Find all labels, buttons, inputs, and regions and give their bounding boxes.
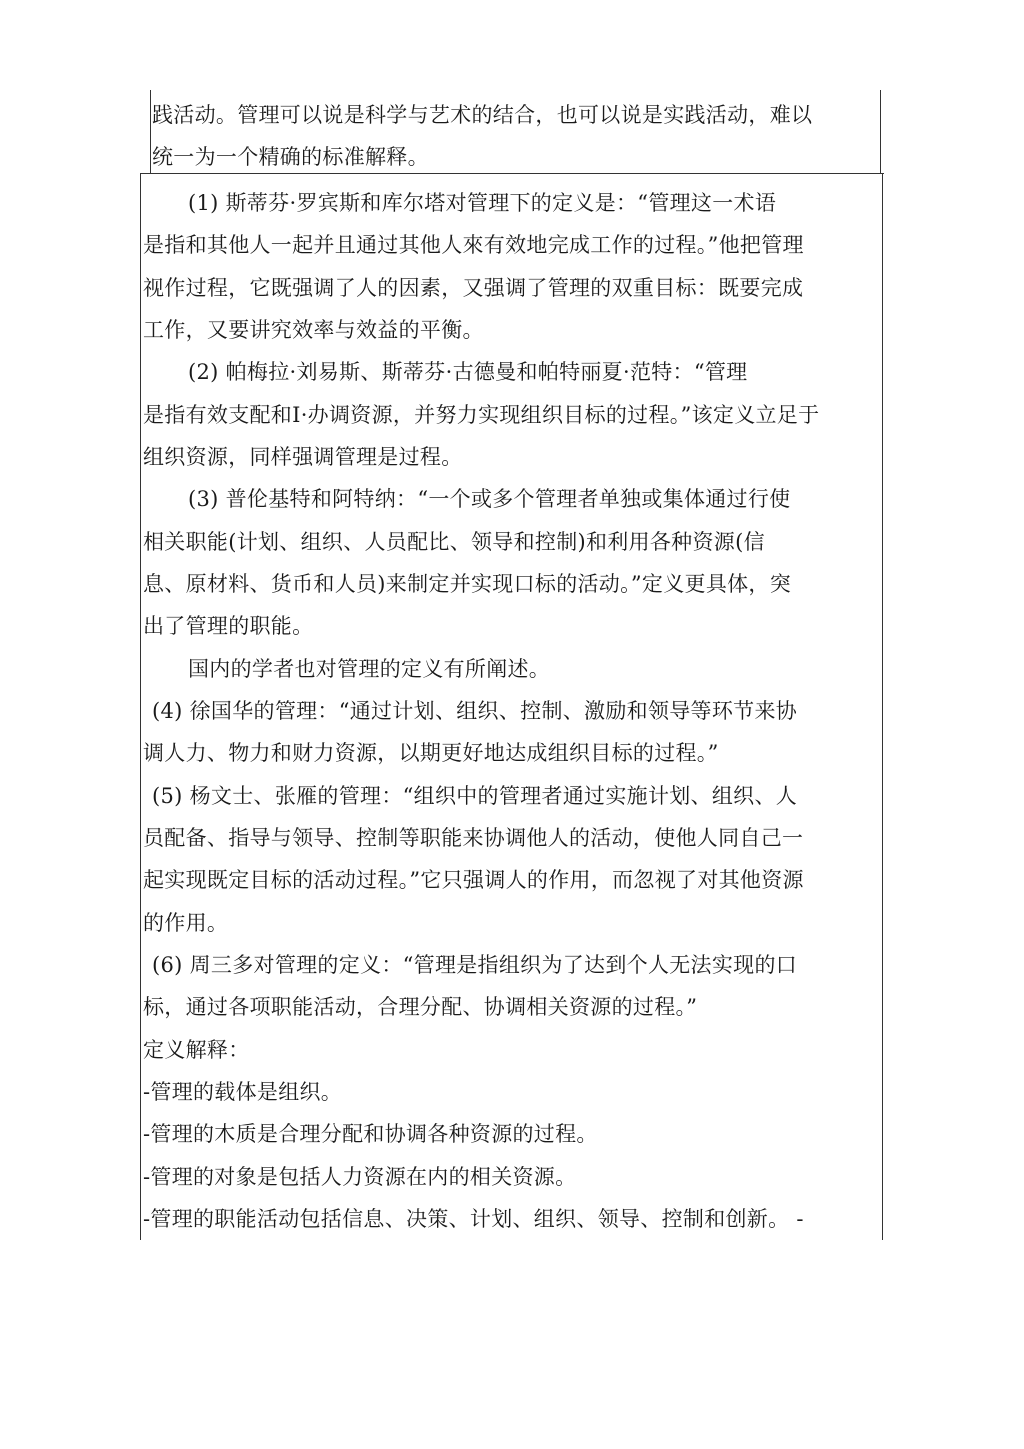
paragraph-line: (3) 普伦基特和阿特纳：“一个或多个管理者单独或集体通过行使: [188, 487, 791, 511]
list-item: -管理的木质是合理分配和协调各种资源的过程。: [143, 1122, 598, 1146]
paragraph-line: 组织资源，同样强调管理是过程。: [143, 445, 463, 469]
cell-divider: [140, 173, 884, 174]
top-cell-right-border: [880, 90, 881, 174]
paragraph-line: 息、原材料、货币和人员)来制定并实现口标的活动。”定义更具体，突: [143, 572, 792, 596]
paragraph-line: (4) 徐国华的管理：“通过计划、组织、控制、激励和领导等环节来协: [152, 699, 798, 723]
paragraph-line: (5) 杨文士、张雁的管理：“组织中的管理者通过实施计划、组织、人: [152, 784, 798, 808]
paragraph-line: 员配备、指导与领导、控制等职能来协调他人的活动，使他人同自己一: [143, 826, 804, 850]
main-cell-left-border: [140, 174, 141, 1240]
list-item: -管理的对象是包括人力资源在内的相关资源。: [143, 1165, 577, 1189]
paragraph-line: 相关职能(计划、组织、人员配比、领导和控制)和利用各种资源(信: [143, 530, 765, 554]
top-cell-line: 统一为一个精确的标准解释。: [152, 145, 429, 169]
list-item: -管理的职能活动包括信息、决策、计划、组织、领导、控制和创新。 -: [143, 1207, 804, 1231]
paragraph-line: 出了管理的职能。: [143, 614, 314, 638]
list-item: -管理的载体是组织。: [143, 1080, 343, 1104]
paragraph-line: 标，通过各项职能活动，合理分配、协调相关资源的过程。”: [143, 995, 698, 1019]
paragraph-line: 是指和其他人一起并且通过其他人來有效地完成工作的过程。”他把管理: [143, 233, 804, 257]
paragraph-line: 起实现既定目标的活动过程。”它只强调人的作用，而忽视了对其他资源: [143, 868, 804, 892]
main-cell-right-border: [882, 174, 883, 1240]
paragraph-line: 工作，又要讲究效率与效益的平衡。: [143, 318, 484, 342]
paragraph-line: 的作用。: [143, 911, 229, 935]
paragraph-line: (1) 斯蒂芬·罗宾斯和库尔塔对管理下的定义是：“管理这一术语: [188, 191, 777, 215]
top-cell-line: 践活动。管理可以说是科学与艺术的结合，也可以说是实践活动，难以: [152, 103, 813, 127]
paragraph-line: 定义解释：: [143, 1038, 250, 1062]
paragraph-line: 调人力、物力和财力资源，以期更好地达成组织目标的过程。”: [143, 741, 719, 765]
paragraph-line: 视作过程，它既强调了人的因素，又强调了管理的双重目标：既要完成: [143, 276, 804, 300]
top-cell-left-border: [150, 90, 151, 174]
paragraph-line: (6) 周三多对管理的定义：“管理是指组织为了达到个人无法实现的口: [152, 953, 798, 977]
paragraph-line: 是指有效支配和I·办调资源，并努力实现组织目标的过程。”该定义立足于: [143, 403, 820, 427]
paragraph-line: (2) 帕梅拉·刘易斯、斯蒂芬·古德曼和帕特丽夏·范特：“管理: [188, 360, 748, 384]
paragraph-line: 国内的学者也对管理的定义有所阐述。: [188, 657, 551, 681]
